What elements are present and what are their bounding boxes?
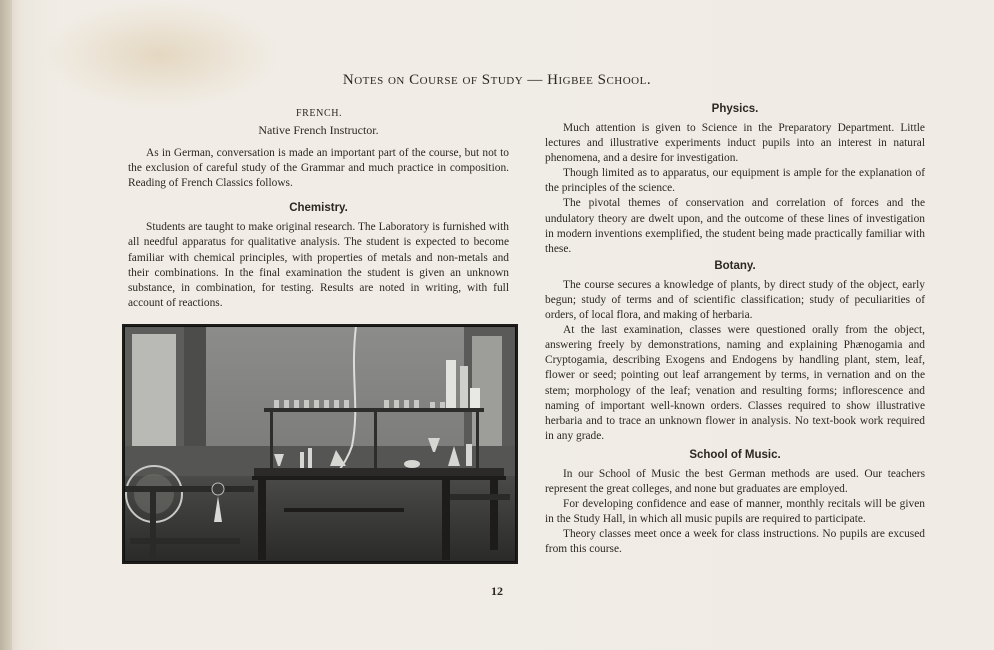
botany-paragraph-1: The course secures a knowledge of plants, by direct study of the object, early begun; study of terms and of scientific classification; study of peculiarities of orders, of local flora, and making of herbaria. (545, 278, 925, 322)
left-column (128, 106, 509, 311)
music-paragraph-1: In our School of Music the best German methods are used. Our teachers represent the great colleges, and none but graduates are employed. (545, 467, 925, 495)
physics-heading: Physics. (711, 103, 759, 115)
botany-paragraph-2: At the last examination, classes were questioned orally from the object, answering freely by demonstrations, naming and explaining Phænogamia and Cryptogamia, describing Exogens and Endogens by handling plant, stem, leaf, flower or seed; pointing out leaf arrangement by terms, in vernation and on the stem; morphology of the leaf; venation and resulting forms; inflorescence and naming of important well-known orders. Classes required to show illustrative herbaria and to trace an unknown flower in analysis. No text-book work required in any grade. (545, 324, 925, 442)
page-header: Notes on Course of Study — Higbee School. (342, 72, 652, 88)
french-heading: FRENCH. (296, 108, 343, 119)
music-paragraph-2: For developing confidence and ease of manner, monthly recitals will be given in the Study Hall, in which all music pupils are required to participate. (545, 498, 925, 526)
chemistry-heading: Chemistry. (289, 202, 348, 215)
music-paragraph-3: Theory classes meet once a week for class instructions. No pupils are excused from this course. (545, 528, 925, 556)
chemistry-paragraph: Students are taught to make original research. The Laboratory is furnished with all needful apparatus for qualitative analysis. The student is expected to become familiar with chemical principles, with properties of metals and non-metals and their combinations. In the final examination the student is given an unknown substance, in combination, for testing. Results are noted in writing, with full account of reactions. (128, 221, 509, 309)
laboratory-illustration (124, 326, 516, 562)
right-column (545, 102, 925, 557)
page-number: 12 (491, 584, 503, 598)
physics-paragraph-3: The pivotal themes of conservation and correlation of forces and the undulatory theory are dwelt upon, and the outcome of these lines of investigation in modern inventions exemplified, the student being made practically familiar with these. (545, 197, 925, 255)
botany-heading: Botany. (714, 259, 756, 272)
french-paragraph: As in German, conversation is made an important part of the course, but not to the exclusion of careful study of the Grammar and much practice in composition. Reading of French Classics follows. (128, 147, 509, 190)
paper-stain (40, 0, 280, 110)
laboratory-photo (122, 324, 518, 564)
french-subheading: Native French Instructor. (258, 123, 379, 137)
physics-paragraph-2: Though limited as to apparatus, our equipment is ample for the explanation of the principles of the science. (545, 167, 925, 195)
physics-paragraph-1: Much attention is given to Science in the Preparatory Department. Little lectures and illustrative experiments induct pupils into an interest in natural phenomena, and a desire for investigation. (545, 122, 925, 165)
music-heading: School of Music. (689, 448, 781, 461)
